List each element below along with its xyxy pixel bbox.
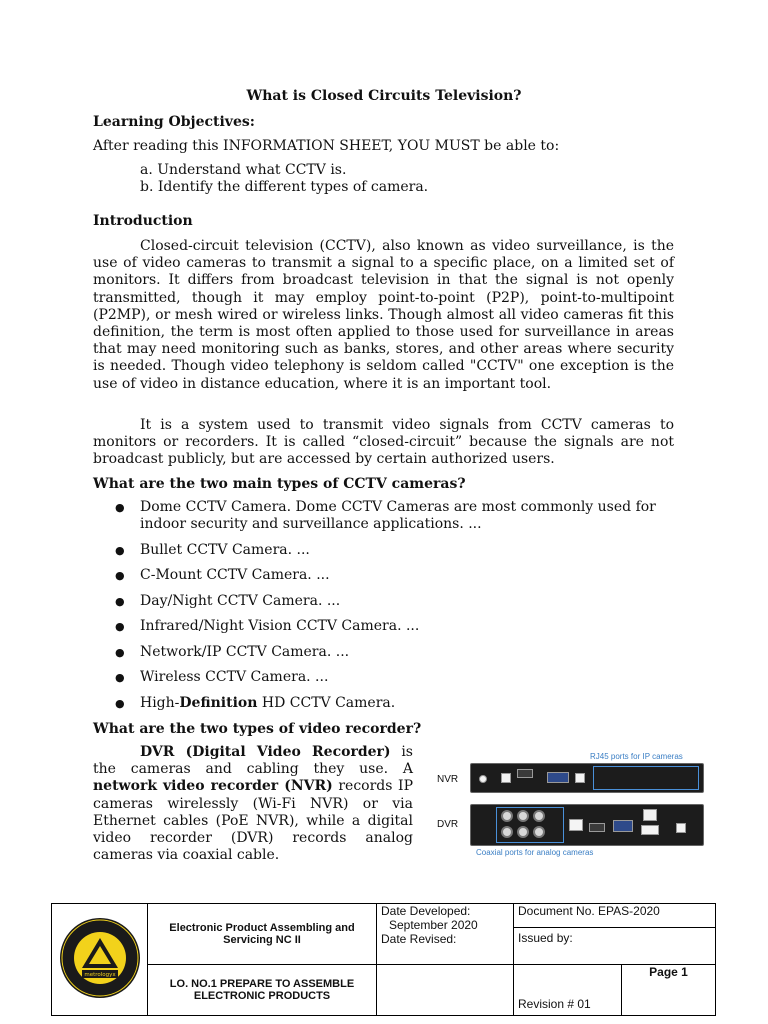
introduction-paragraph-2: It is a system used to transmit video signals from CCTV cameras to monitors or recorders. It is called “closed-circuit” because the signals are not broadcast publicly, but are accessed by certain authorized users. bbox=[93, 417, 674, 468]
introduction-heading: Introduction bbox=[93, 213, 193, 229]
coaxial-caption: Coaxial ports for analog cameras bbox=[476, 848, 594, 857]
revision-cell: Revision # 01 bbox=[514, 965, 622, 1016]
list-item: ● Day/Night CCTV Camera. ... bbox=[115, 592, 341, 609]
list-item: ● Infrared/Night Vision CCTV Camera. ... bbox=[115, 618, 420, 634]
dvr-device-image bbox=[470, 804, 704, 846]
institute-logo-cell bbox=[52, 904, 148, 1016]
bullet-icon: ● bbox=[115, 671, 125, 684]
bullet-icon: ● bbox=[115, 645, 125, 659]
list-item: ● Network/IP CCTV Camera. ... bbox=[115, 643, 350, 660]
recorder-heading: What are the two types of video recorder? bbox=[93, 721, 422, 737]
learning-objectives-heading: Learning Objectives: bbox=[93, 114, 255, 130]
document-footer-table bbox=[51, 903, 716, 1016]
page-title: What is Closed Circuits Television? bbox=[246, 88, 522, 104]
institute-logo-icon bbox=[58, 916, 142, 1000]
bullet-icon: ● bbox=[115, 620, 125, 633]
introduction-paragraph-1: Closed-circuit television (CCTV), also known as video surveillance, is the use of video cameras to transmit a signal to a specific place, on a limited set of monitors. It differs from broadcast television in that the signal is not openly transmitted, though it may employ point-to-point (P2P), point-to-multipoint (P2MP), or mesh wired or wireless links. Though almost all video cameras fit this definition, the term is most often applied to those used for surveillance in areas that may need monitoring such as banks, stores, and other areas where security is needed. Though video telephony is seldom called "CCTV" one exception is the use of video in distance education, where it is an important tool. bbox=[93, 238, 674, 392]
blank-cell bbox=[377, 965, 514, 1016]
camera-types-list bbox=[93, 499, 683, 720]
camera-types-heading: What are the two main types of CCTV cameras? bbox=[93, 476, 466, 492]
objective-item: b. Identify the different types of camera. bbox=[140, 179, 429, 195]
objective-item: a. Understand what CCTV is. bbox=[140, 162, 347, 178]
objectives-intro: After reading this INFORMATION SHEET, YOU MUST be able to: bbox=[93, 138, 560, 154]
bullet-icon: ● bbox=[115, 594, 125, 608]
list-item: ● Dome CCTV Camera. Dome CCTV Cameras are most commonly used for indoor security and surveillance applications. ... bbox=[115, 499, 656, 532]
bullet-icon: ● bbox=[115, 501, 125, 514]
recorder-figure bbox=[432, 750, 707, 860]
lo-title: LO. NO.1 PREPARE TO ASSEMBLE ELECTRONIC PRODUCTS bbox=[148, 965, 377, 1016]
issued-by-label: Issued by: bbox=[518, 931, 573, 945]
nvr-device-image bbox=[470, 763, 704, 793]
dvr-label: DVR bbox=[437, 819, 459, 830]
course-title: Electronic Product Assembling and Servicing NC II bbox=[148, 904, 377, 965]
bullet-icon: ● bbox=[115, 696, 125, 710]
nvr-label: NVR bbox=[437, 774, 459, 785]
svg-text:metrologyx: metrologyx bbox=[83, 972, 116, 978]
list-item: ● C-Mount CCTV Camera. ... bbox=[115, 567, 330, 583]
list-item: ● Wireless CCTV Camera. ... bbox=[115, 669, 329, 685]
recorder-paragraph: DVR (Digital Video Recorder) is the cameras and cabling they use. A network video recorder (NVR) records IP cameras wirelessly (Wi-Fi NVR) or via Ethernet cables (PoE NVR), while a digital video recorder (DVR) records analog cameras via coaxial cable. bbox=[93, 744, 414, 864]
rj45-caption: RJ45 ports for IP cameras bbox=[590, 752, 683, 761]
page-number: Page 1 bbox=[622, 965, 716, 1016]
bullet-icon: ● bbox=[115, 543, 125, 557]
objectives-list bbox=[140, 162, 428, 196]
list-item: ● Bullet CCTV Camera. ... bbox=[115, 541, 310, 558]
bullet-icon: ● bbox=[115, 569, 125, 582]
document-number-cell: Document No. EPAS-2020 Issued by: bbox=[514, 904, 716, 965]
date-cell: Date Developed: September 2020 Date Revised: bbox=[377, 904, 514, 965]
list-item: ● High-Definition HD CCTV Camera. bbox=[115, 694, 396, 711]
